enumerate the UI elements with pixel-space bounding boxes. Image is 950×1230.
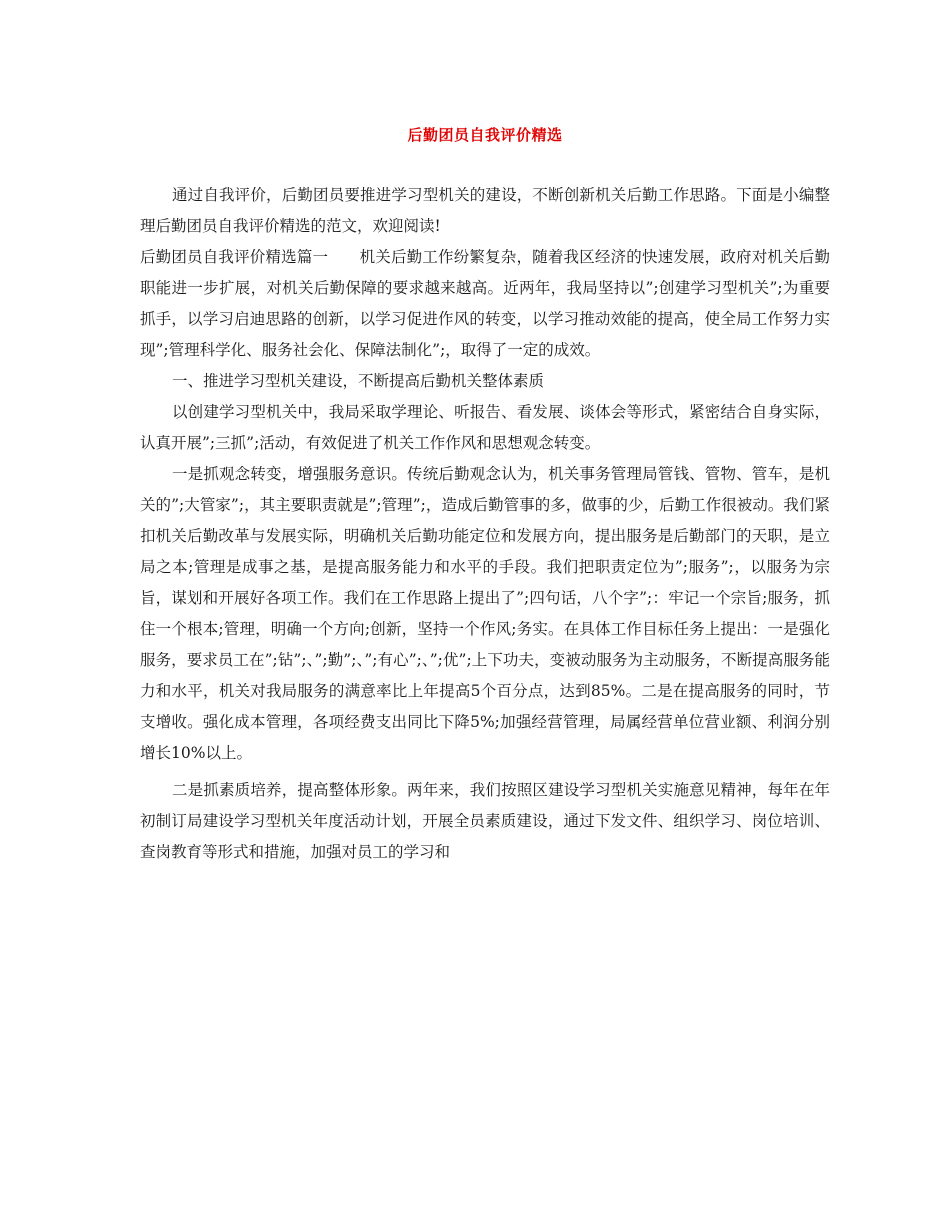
body-paragraph: 二是抓素质培养，提高整体形象。两年来，我们按照区建设学习型机关实施意见精神，每年在年初制订局建设学习型机关年度活动计划，开展全员素质建设，通过下发文件、组织学习、岗位培训、查岗教育等形式和措施，加强对员工的学习和 xyxy=(140,781,830,861)
section-one-paragraph: 后勤团员自我评价精选篇一 机关后勤工作纷繁复杂，随着我区经济的快速发展，政府对机关后勤职能进一步扩展，对机关后勤保障的要求越来越高。近两年，我局坚持以”;创建学习型机关”;为重要抓手，以学习启迪思路的创新，以学习促进作风的转变，以学习推动效能的提高，使全局工作努力实现”;管理科学化、服务社会化、保障法制化”;，取得了一定的成效。 xyxy=(140,248,830,359)
body-paragraph: 以创建学习型机关中，我局采取学理论、听报告、看发展、谈体会等形式，紧密结合自身实际，认真开展”;三抓”;活动，有效促进了机关工作作风和思想观念转变。 xyxy=(140,403,830,452)
document-body xyxy=(140,180,830,868)
body-paragraph: 一是抓观念转变，增强服务意识。传统后勤观念认为，机关事务管理局管钱、管物、管车，是机关的”;大管家”;，其主要职责就是”;管理”;，造成后勤管事的多，做事的少，后勤工作很被动。我们紧扣机关后勤改革与发展实际，明确机关后勤功能定位和发展方向，提出服务是后勤部门的天职，是立局之本;管理是成事之基，是提高服务能力和水平的手段。我们把职责定位为”;服务”;，以服务为宗旨，谋划和开展好各项工作。我们在工作思路上提出了”;四句话，八个字”;：牢记一个宗旨;服务，抓住一个根本;管理，明确一个方向;创新，坚持一个作风;务实。在具体工作目标任务上提出：一是强化服务，要求员工在”;钻”;、”;勤”;、”;有心”;、”;优”;上下功夫，变被动服务为主动服务，不断提高服务能力和水平，机关对我局服务的满意率比上年提高5个百分点，达到85%。二是在提高服务的同时，节支增收。强化成本管理，各项经费支出同比下降5%;加强经营管理，局属经营单位营业额、利润分别增长10%以上。 xyxy=(140,465,830,762)
heading-paragraph: 一、推进学习型机关建设，不断提高后勤机关整体素质 xyxy=(172,372,545,390)
intro-paragraph: 通过自我评价，后勤团员要推进学习型机关的建设，不断创新机关后勤工作思路。下面是小编整理后勤团员自我评价精选的范文，欢迎阅读! xyxy=(140,186,830,235)
document-title: 后勤团员自我评价精选 xyxy=(407,126,563,144)
